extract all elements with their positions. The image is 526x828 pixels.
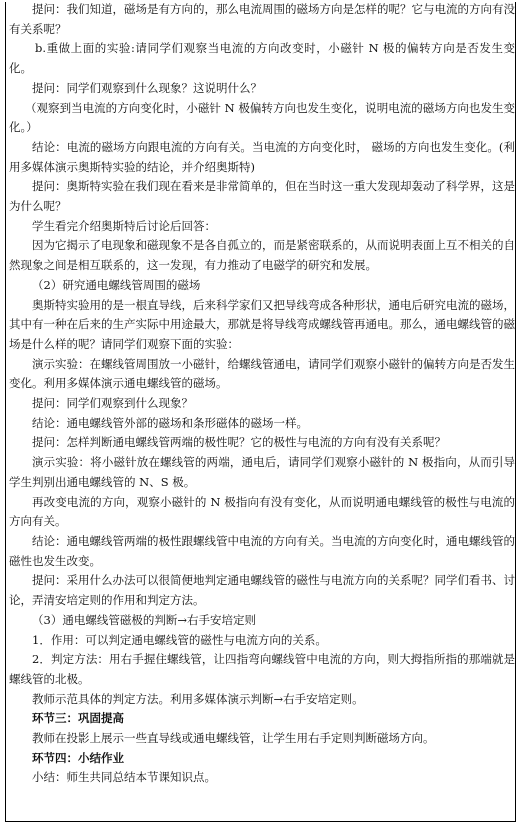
paragraph-change-current: 再改变电流的方向，观察小磁针的 N 极指向有没有变化，从而说明通电螺线管的极性与电流的方向有关。 [9,494,515,529]
paragraph-students-answer: 学生看完介绍奥斯特后讨论后回答： [32,218,216,233]
paragraph-question-phenomenon: 提问：同学们观察到什么现象？ [32,396,193,411]
paragraph-question-polarity: 提问：怎样判断通电螺线管两端的极性呢？它的极性与电流的方向有没有关系呢？ [32,435,446,450]
paragraph-conclusion-bar-magnet: 结论：通电螺线管外部的磁场和条形磁体的磁场一样。 [32,415,308,430]
paragraph-summary: 小结：师生共同总结本节课知识点。 [32,770,216,785]
paragraph-teacher-demo: 教师示范具体的判定方法。利用多媒体演示判断→右手安培定则。 [32,691,364,706]
paragraph-redo-experiment: b.重做上面的实验:请同学们观察当电流的方向改变时，小磁针 N 极的偏转方向是否发生变化。 [9,41,515,76]
paragraph-observation: （观察到当电流的方向变化时，小磁针 N 极偏转方向也发生变化，说明电流的磁场方向也发生变化。） [9,100,515,135]
paragraph-rule-purpose: 1．作用：可以判定通电螺线管的磁性与电流方向的关系。 [32,632,327,647]
paragraph-projection-exercise: 教师在投影上展示一些直导线或通电螺线管，让学生用右手定则判断磁场方向。 [32,731,435,746]
paragraph-demo-polarity: 演示实验：将小磁针放在螺线管的两端，通电后，请同学们观察小磁针的 N 极指向，从而引导学生判别出通电螺线管的 N、S 极。 [9,455,515,489]
paragraph-question-observe: 提问：同学们观察到什么现象？这说明什么？ [32,80,262,95]
section-heading-consolidation: 环节三：巩固提高 [32,711,124,726]
paragraph-conclusion-polarity: 结论：通电螺线管两端的极性跟螺线管中电流的方向有关。当电流的方向变化时，通电螺线管的磁性也发生改变。 [9,533,515,568]
section-heading-summary-homework: 环节四：小结作业 [32,750,124,765]
paragraph-solenoid-intro: 奥斯特实验用的是一根直导线，后来科学家们又把导线弯成各种形状，通电后研究电流的磁场，其中有一种在后来的生产实际中用途最大，那就是将导线弯成螺线管再通电。那么，通电螺线管的磁场是什么样的呢？请同学们观察下面的实验： [9,297,515,351]
document-body [9,0,515,788]
paragraph-rule-method: 2．判定方法：用右手握住螺线管，让四指弯向螺线管中电流的方向，则大拇指所指的那端就是螺线管的北极。 [9,652,515,686]
paragraph-conclusion-field-direction: 结论：电流的磁场方向跟电流的方向有关。当电流的方向变化时， 磁场的方向也发生变化。(利用多媒体演示奥斯特实验的结论，并介绍奥斯特) [9,139,515,174]
section-heading-solenoid-field: （2）研究通电螺线管周围的磁场 [32,277,201,292]
paragraph-demo-solenoid: 演示实验：在螺线管周围放一小磁针，给螺线管通电，请同学们观察小磁针的偏转方向是否发生变化。利用多媒体演示通电螺线管的磁场。 [9,356,515,391]
paragraph-answer-explanation: 因为它揭示了电现象和磁现象不是各自孤立的，而是紧密联系的，从而说明表面上互不相关的自然现象之间是相互联系的，这一发现，有力推动了电磁学的研究和发展。 [9,238,515,273]
paragraph-question-method: 提问：采用什么办法可以很简便地判定通电螺线管的磁性与电流方向的关系呢？同学们看书、讨论，弄清安培定则的作用和判定方法。 [9,573,515,608]
paragraph-question-direction: 提问：我们知道，磁场是有方向的，那么电流周围的磁场方向是怎样的呢？它与电流的方向有没有关系呢？ [9,2,515,36]
paragraph-question-oersted: 提问：奥斯特实验在我们现在看来是非常简单的，但在当时这一重大发现却轰动了科学界，这是为什么呢？ [9,179,515,214]
section-heading-ampere-rule: （3）通电螺线管磁极的判断→右手安培定则 [32,612,256,627]
